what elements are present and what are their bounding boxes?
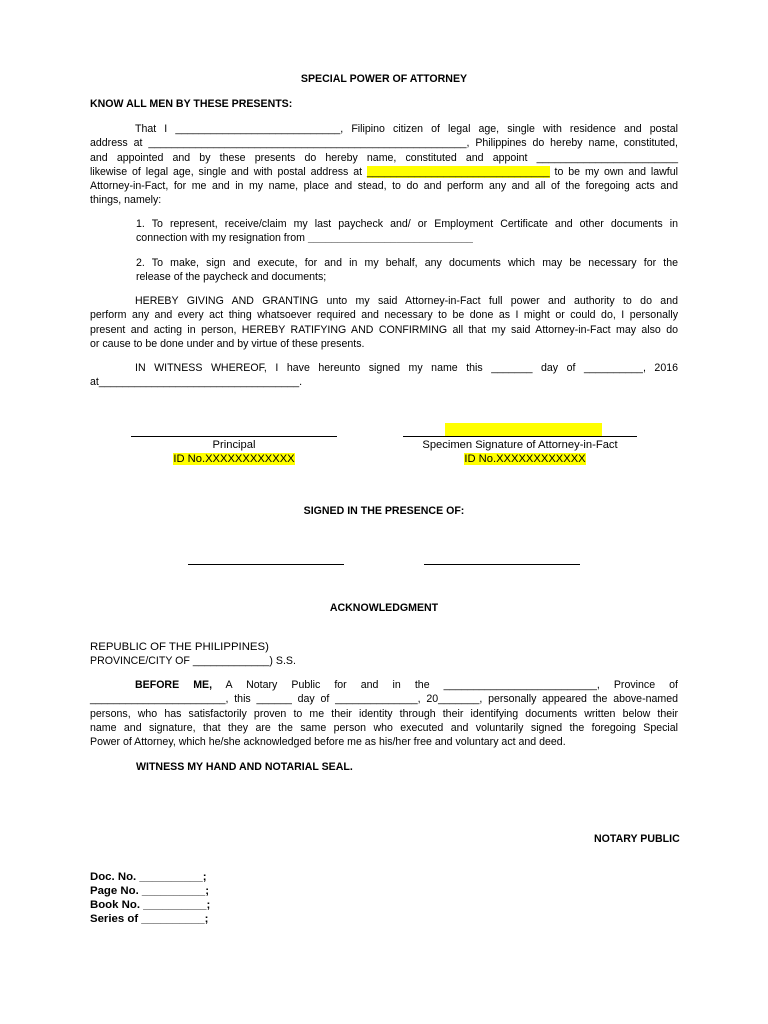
know-all-heading: KNOW ALL MEN BY THESE PRESENTS: [90,98,293,110]
principal-id: ID No.XXXXXXXXXXXX [173,453,295,465]
attorney-id: ID No.XXXXXXXXXXXX [464,453,586,465]
series-of: Series of __________; [90,913,209,925]
item1-line2-b: ____________________________ [307,232,473,245]
p1-line1: That I ____________________________, Filipino citizen of legal age, single with residence and postal [135,123,678,135]
p1-line5: Attorney-in-Fact, for me and in my name, place and stead, to do and perform any and all of the foregoing acts and [90,180,678,193]
attorney-signature-highlight [445,423,602,436]
p1-line6: things, namely: [90,194,162,207]
postal-address-highlight: _______________________________ [366,165,550,178]
signed-presence-heading: SIGNED IN THE PRESENCE OF: [303,505,465,517]
witness-paragraph [90,361,678,390]
item1-line2-a: connection with my resignation from [136,232,308,245]
attorney-signature-line [403,436,637,437]
list-item-2 [136,256,678,285]
witness-2-signature-line [424,564,580,565]
p1-line4-b: to be my own and lawful [549,165,678,178]
before-me-line3: persons, who has satisfactorily proven to me their identity through their identifying documents written below their [90,707,678,720]
principal-label: Principal [212,439,256,451]
grant-line1: HEREBY GIVING AND GRANTING unto my said Attorney-in-Fact full power and authority to do and [135,295,678,307]
item2-line1: 2. To make, sign and execute, for and in my behalf, any documents which may be necessary for the [136,257,678,269]
document-title: SPECIAL POWER OF ATTORNEY [300,73,468,85]
witness-hand-line: WITNESS MY HAND AND NOTARIAL SEAL. [136,761,353,773]
grant-line4: or cause to be done under and by virtue of these presents. [90,337,365,350]
before-me-line5: Power of Attorney, which he/she acknowledged before me as his/her free and voluntary act and deed. [90,736,566,749]
acknowledgment-heading: ACKNOWLEDGMENT [329,602,439,614]
witness-line2: at__________________________________. [90,376,303,389]
grant-line2: perform any and every act thing whatsoever required and necessary to be done as I might or could do, I personally [90,309,678,322]
principal-id-wrap [131,452,337,466]
grant-line3: present and acting in person, HEREBY RATIFYING AND CONFIRMING all that my said Attorney-in-Fact may also do [90,323,678,336]
attorney-id-wrap [403,452,647,466]
list-item-1 [136,217,678,246]
before-me-line1: A Notary Public for and in the __________________________, Province of [212,679,679,691]
before-me-lead: BEFORE ME, [135,679,213,691]
notary-public-label: NOTARY PUBLIC [594,833,680,845]
witness-line1: IN WITNESS WHEREOF, I have hereunto signed my name this _______ day of __________, 2016 [135,362,678,374]
p1-line3: and appointed and by these presents do hereby name, constituted and appoint ________________________ [90,151,678,164]
witness-1-signature-line [188,564,344,565]
book-no: Book No. __________; [90,899,211,911]
before-me-paragraph [90,678,678,749]
page-no: Page No. __________; [90,885,210,897]
p1-line4-a: likewise of legal age, single and with postal address at [90,165,363,178]
item2-line2: release of the paycheck and documents; [136,271,327,284]
principal-signature-line [131,436,337,437]
before-me-line2: _______________________, this ______ day of ______________, 20_______, personally appeared the above-named [90,693,678,706]
before-me-line4: name and signature, that they are the same person who executed and voluntarily signed the foregoing Special [90,721,678,734]
republic-line: REPUBLIC OF THE PHILIPPINES) [90,641,269,653]
province-line: PROVINCE/CITY OF _____________) S.S. [90,655,296,667]
granting-paragraph [90,294,678,351]
attorney-label: Specimen Signature of Attorney-in-Fact [422,439,618,451]
item1-line1: 1. To represent, receive/claim my last paycheck and/ or Employment Certificate and other documents in [136,218,678,230]
doc-no: Doc. No. __________; [90,871,207,883]
p1-line2: address at ______________________________________________________, Philippines do hereby name, constituted, [90,137,678,150]
appointment-paragraph [90,122,678,208]
